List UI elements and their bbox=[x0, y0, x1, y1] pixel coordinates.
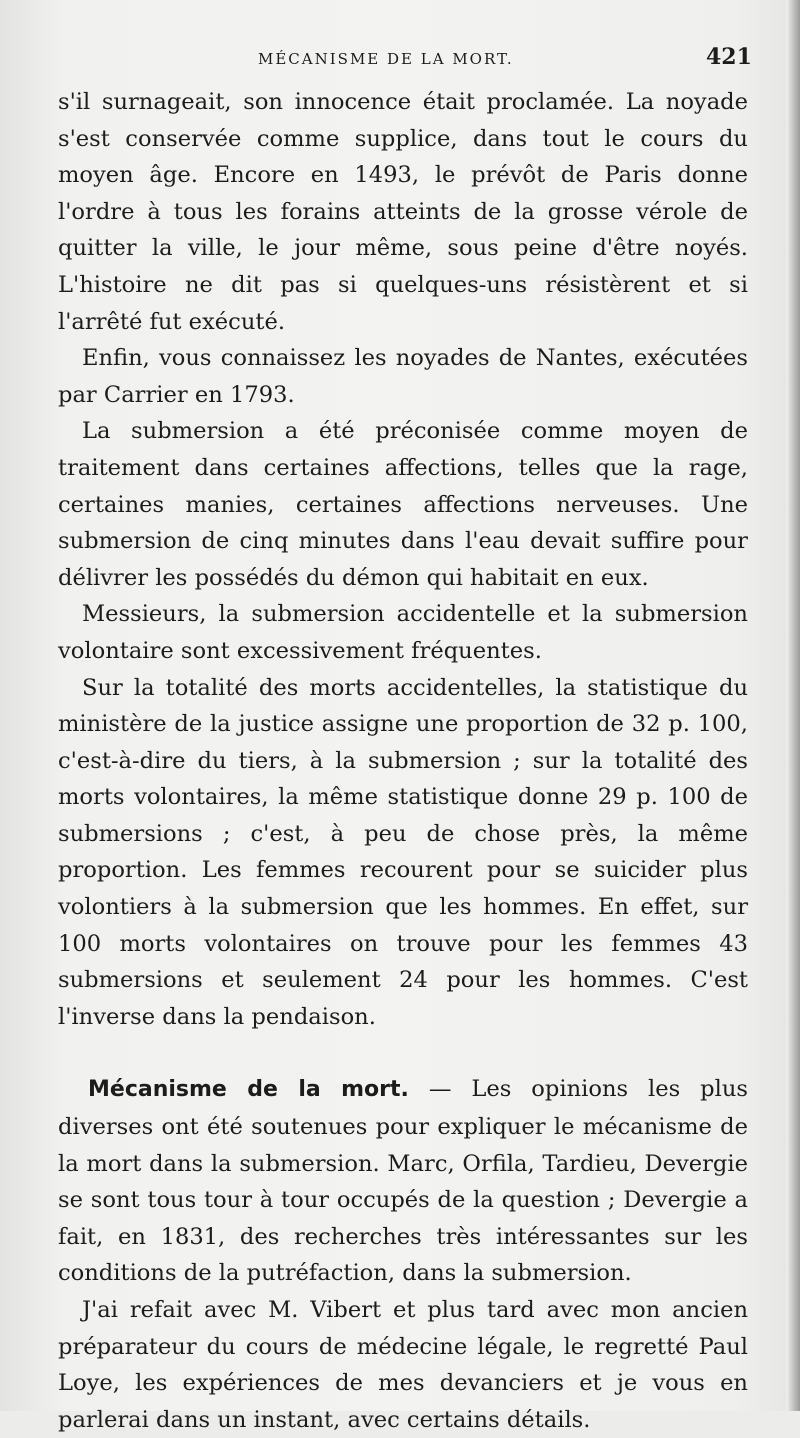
running-title: MÉCANISME DE LA MORT. bbox=[258, 50, 514, 68]
section-title: Mécanisme de la mort. bbox=[88, 1077, 409, 1103]
paragraph: s'il surnageait, son innocence était proclamée. La noyade s'est conservée comme supplice, dans tout le cours du moyen âge. Encore en 1493, le prévôt de Paris donne l'ordre à tous les forains atteints de la grosse vérole de quitter la ville, le jour même, sous peine d'être noyés. L'histoire ne dit pas si quelques-uns résistèrent et si l'arrêté fut exécuté. bbox=[58, 89, 748, 335]
paragraph: Messieurs, la submersion accidentelle et la submersion volontaire sont excessivement fréquentes. bbox=[58, 601, 748, 664]
body-text bbox=[58, 84, 748, 1438]
page-header bbox=[0, 44, 800, 80]
paragraph: La submersion a été préconisée comme moyen de traitement dans certaines affections, telles que la rage, certaines manies, certaines affections nerveuses. Une submersion de cinq minutes dans l'eau devait suffire pour délivrer les possédés du démon qui habitait en eux. bbox=[58, 418, 748, 591]
page-edge-shadow bbox=[786, 0, 800, 1411]
section-paragraph bbox=[58, 1071, 748, 1292]
paragraph: J'ai refait avec M. Vibert et plus tard avec mon ancien préparateur du cours de médecine légale, le regretté Paul Loye, les expériences de mes devanciers et je vous en parlerai dans un instant, avec certains détails. bbox=[58, 1297, 748, 1433]
paragraph: Enfin, vous connaissez les noyades de Nantes, exécutées par Carrier en 1793. bbox=[58, 345, 748, 408]
page-number: 421 bbox=[706, 44, 752, 70]
section-intro: — Les opinions les plus diverses ont été soutenues pour expliquer le mécanisme de la mort dans la submersion. Marc, Orfila, Tardieu, Devergie se sont tous tour à tour occupés de la question ; Devergie a fait, en 1831, des recherches très intéressantes sur les conditions de la putréfaction, dans la submersion. bbox=[58, 1076, 748, 1287]
paragraph: Sur la totalité des morts accidentelles, la statistique du ministère de la justice assigne une proportion de 32 p. 100, c'est-à-dire du tiers, à la submersion ; sur la totalité des morts volontaires, la même statistique donne 29 p. 100 de submersions ; c'est, à peu de chose près, la même proportion. Les femmes recourent pour se suicider plus volontiers à la submersion que les hommes. En effet, sur 100 morts volontaires on trouve pour les femmes 43 submersions et seulement 24 pour les hommes. C'est l'inverse dans la pendaison. bbox=[58, 674, 748, 1030]
